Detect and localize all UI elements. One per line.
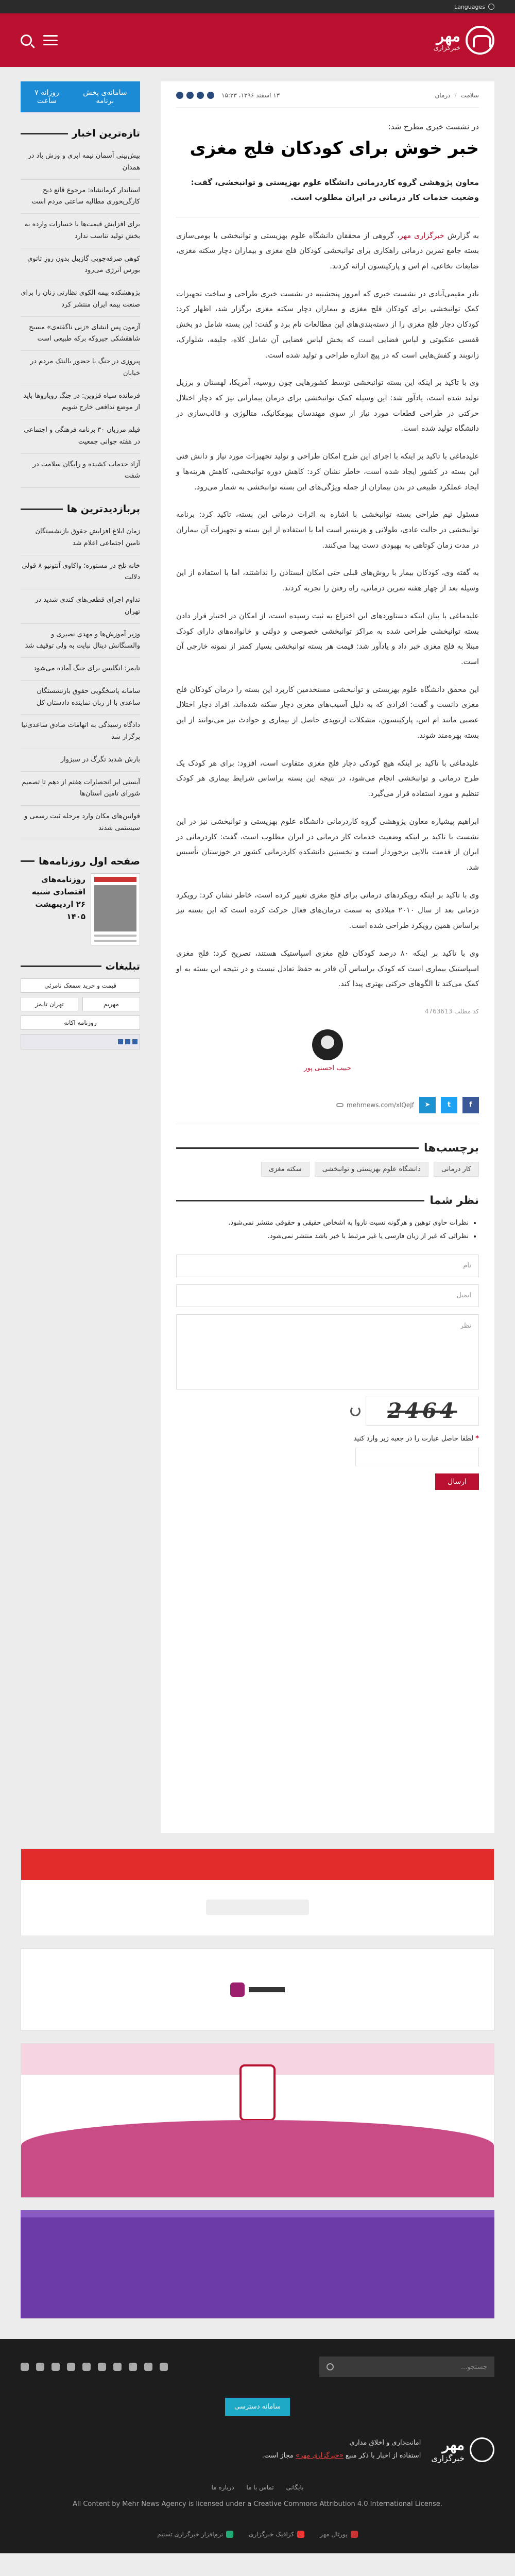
rubika-icon[interactable] [160, 2363, 168, 2371]
telegram-share-button[interactable]: ➤ [419, 1097, 436, 1113]
bale-icon[interactable] [113, 2363, 122, 2371]
logo-text: مهر [436, 27, 460, 45]
footer-live-button[interactable]: سامانه دسترسی [225, 2398, 290, 2416]
list-item[interactable]: فرمانده سپاه قزوین: در جنگ رویاروها باید از موضع تدافعی خارج شویم [21, 385, 140, 420]
list-item[interactable]: استاندار کرمانشاه: مرجوع قانع ذبح کارگریخوری مطالبه ساعتی مردم است [21, 180, 140, 214]
ad-link[interactable]: تهران تایمز [21, 997, 78, 1011]
most-viewed-list [21, 521, 140, 840]
instagram-icon[interactable] [67, 2363, 75, 2371]
comment-textarea[interactable]: نظر [176, 1314, 479, 1389]
footer-links [21, 2477, 494, 2498]
newspaper-caption: روزنامه‌های اقتصادی شنبه ۲۶ اردیبهشت ۱۴۰۵ [31, 874, 85, 921]
search-placeholder: جستجو... [460, 2363, 487, 2371]
refresh-icon[interactable] [350, 1406, 360, 1416]
footer-partner[interactable]: کرافیک خبرگزاری [249, 2531, 304, 2538]
article-paragraph: وی با تاکید بر اینکه رویکردهای درمانی برای فلج مغزی تغییر کرده است، خاطر نشان کرد: رویکرد درمانی بعد از سال ۲۰۱۰ میلادی به سمت درمان‌های فعال حرکت کرده است که این بسته نیز براساس همین رویکرد طراحی شده است. [176, 891, 479, 930]
footer-note-line: امانت‌داری و اخلاق مداری [349, 2439, 421, 2447]
article-paragraph: وی با تاکید بر اینکه ۸۰ درصد کودکان فلج مغزی اسپاستیک هستند، تصریح کرد: فلج مغزی اسپاستیک بیماری است که کودک براساس آن قادر به حفظ تعادل نیست و در نتیجه این بسته به او کمک می‌کند تا الگوهای حرکتی بهتری پیدا کند. [176, 949, 479, 989]
newspaper-thumbnail [91, 873, 140, 945]
article-paragraph: علیدماغی با تاکید بر اینکه هیچ کودکی دچار فلج مغزی متفاوت است، افزود: برای هر کودک یک طرح درمانی و توانبخشی انجام می‌شود، در نتیجه این بسته براساس شرایط بیماری هر کودک تنظیم و مورد استفاده قرار می‌گیرد. [176, 759, 479, 799]
ad-link[interactable]: قیمت و خرید سمعک نامرئی [21, 978, 140, 993]
list-item[interactable]: بارش شدید تگرگ در سبزوار [21, 749, 140, 772]
list-item[interactable]: قوانین‌های مکان وارد مرحله ثبت رسمی و سیستمی شدند [21, 806, 140, 840]
ad-link[interactable]: مهریم [82, 997, 140, 1011]
live-label: سامانه‌ی پخش برنامه [83, 89, 127, 105]
site-logo[interactable] [433, 26, 494, 55]
comments-title: نظر شما [176, 1194, 479, 1207]
soroush-icon[interactable] [144, 2363, 152, 2371]
article-paragraph: وی با تاکید بر اینکه این بسته توانبخشی توسط کشورهایی چون روسیه، آمریکا، لهستان و برزیل تولید شده است، یادآور شد: این وسیله کمک توانبخشی برای درمان بیمارانی نیز که دچار اختلال حرکتی در طراحی قطعات مورد نیاز از سوی مهندسان بیومکانیک، متالوژی و قالب‌سازی در دانشگاه تولید شده است. [176, 379, 479, 433]
list-item[interactable]: آزمون پس انشای «زنی ناگفته‌ی» مسیح شاهقشکی جیروکه برکه طبیعی است [21, 317, 140, 351]
logo-mark-icon [466, 26, 494, 55]
breadcrumb [435, 92, 479, 99]
name-field[interactable]: نام [176, 1255, 479, 1277]
footer-note-source[interactable]: «خبرگزاری مهر» [296, 2452, 344, 2460]
globe-icon [488, 4, 494, 10]
tag-list [176, 1162, 479, 1177]
menu-icon[interactable] [43, 35, 58, 45]
comment-rule: • نظرات حاوی توهین و هرگونه نسبت ناروا به اشخاص حقیقی و حقوقی منتشر نمی‌شود. [176, 1216, 469, 1230]
email-field[interactable]: ایمیل [176, 1284, 479, 1307]
captcha-image: 2464 [366, 1397, 479, 1426]
list-item[interactable]: برای افزایش قیمت‌ها با خسارات وارده به بخش تولید تناسب ندارد [21, 214, 140, 248]
captcha-input[interactable] [355, 1448, 479, 1466]
telegram-icon[interactable] [207, 92, 214, 99]
top-bar [0, 0, 515, 13]
article-title: خبر خوش برای کودکان فلج مغزی [190, 138, 479, 159]
author-avatar [312, 1029, 343, 1060]
sidebar [21, 81, 140, 1833]
article-paragraph: علیدماغی با تاکید بر اینکه با اجرای این طرح امکان طراحی و تولید تجهیزات مورد نیاز و دانش فنی این بسته در کشور ایجاد شده است، خاطر نشان کرد: کاهش دوره توانبخشی، کاهش هزینه‌ها و ایجاد عملکرد طبیعی در بدن بیماران از جمله ویژگی‌های این بسته توانبخشی به شمار می‌رود. [176, 452, 479, 492]
breadcrumb-item[interactable]: درمان [435, 92, 451, 99]
article-body [176, 229, 479, 992]
logo-sub: خبرگزاری [433, 44, 460, 52]
aparat-icon[interactable] [98, 2363, 106, 2371]
footer-note-text: مجاز است. [262, 2452, 294, 2460]
article-meta [176, 81, 479, 108]
tag-item[interactable]: دانشگاه علوم بهزیستی و توانبخشی [315, 1162, 428, 1177]
ads-title: تبلیغات [21, 961, 140, 972]
article-lead: معاون پژوهشی گروه کاردرمانی دانشگاه علوم بهزیستی و توانبخشی، گفت: وضعیت خدمات کار درمانی در ایران مطلوب است. [191, 178, 479, 202]
author-name[interactable]: حبیب احسنی پور [304, 1064, 351, 1072]
ad-links [21, 978, 140, 1030]
phone-illustration [239, 2064, 276, 2121]
live-broadcast-button[interactable] [21, 81, 140, 112]
news-code: کد مطلب 4763613 [424, 1007, 479, 1015]
footer-partner[interactable]: نرم‌افزار خبرگزاری تسنیم [157, 2531, 233, 2538]
list-item[interactable]: پیش‌بینی آسمان نیمه ابری و وزش باد در همدان [21, 145, 140, 180]
comment-rule: • نظراتی که غیر از زبان فارسی یا غیر مرتبط با خبر باشد منتشر نمی‌شود. [176, 1230, 469, 1243]
logo-mark-icon [470, 2437, 494, 2462]
footer-bottom [21, 2531, 494, 2538]
ad-banner[interactable] [21, 2043, 494, 2198]
eitaa-icon[interactable] [129, 2363, 137, 2371]
twitter-icon[interactable] [197, 92, 204, 99]
small-ad-banner[interactable] [21, 1034, 140, 1049]
list-item[interactable]: دادگاه رسیدگی به اتهامات صادق ساعدی‌نیا برگزار شد [21, 715, 140, 749]
social-links [21, 2363, 168, 2371]
list-item[interactable]: خانه تلخ در مستوره؛ واکاوی آنتونیو ۸ قولی دلالت [21, 555, 140, 590]
ad-banner[interactable] [21, 1948, 494, 2031]
list-item[interactable]: تایمز: انگلیس برای جنگ آماده می‌شود [21, 658, 140, 681]
ad-banner[interactable] [21, 2210, 494, 2318]
list-item[interactable]: پژوهشکده بیمه الکوی نظارتی زنان را برای صنعت بیمه ایران منتشر کرد [21, 282, 140, 317]
publish-date: ۱۳ اسفند ۱۳۹۶، ۱۵:۳۳ [221, 92, 280, 99]
paragraph-text: ، گروهی از محققان دانشگاه علوم بهزیستی و توانبخشی با بومی‌سازی بسته جامع تمرین درمانی راهکاری برای توانبخشی کودکان فلج مغزی و بیماران دچار سکته مغزی، ضایعات نخاعی، ام اس و پارکینسون ارائه کردند. [176, 231, 479, 270]
list-item[interactable]: فیلم مرزبان ۳۰ برنامه فرهنگی و اجتماعی در هفته جوانی جمعیت [21, 419, 140, 454]
partner-icon [226, 2531, 233, 2538]
site-footer [0, 2339, 515, 2553]
article-paragraph: علیدماغی با بیان اینکه دستاوردهای این اختراع به ثبت رسیده است، از امکان در اختیار قرار دادن بسته توانبخشی طراحی شده به مراکز توانبخشی خصوصی و دولتی و خانواده‌های دارای کودک مبتلا به فلج مغزی خبر داد و یادآور شد: قیمت هر بسته توانبخشی بسیار کمتر از نمونه خارجی آن است. [176, 612, 479, 667]
twitter-share-button[interactable]: t [441, 1097, 457, 1113]
footer-link[interactable]: درباره ما [211, 2484, 234, 2491]
facebook-icon[interactable] [186, 92, 194, 99]
footer-partner[interactable]: پورتال مهر [320, 2531, 357, 2538]
list-item[interactable]: پیروزی در جنگ با حضور بالنتک مردم در خیابان [21, 351, 140, 385]
share-bar [176, 1087, 479, 1124]
captcha-label: * لطفا حاصل عبارت را در جعبه زیر وارد کنید [353, 1434, 479, 1443]
footer-logo-sub: خبرگزاری [431, 2453, 465, 2463]
article-paragraph: مسئول تیم طراحی بسته توانبخشی با اشاره به اثرات درمانی این بسته، تاکید کرد: برنامه توانبخشی در حالت عادی، طولانی و هزینه‌بر است اما با استفاده از این بسته و تجهیزات آن بیماران در مدت زمان کوتاهی به بهبودی دست پیدا می‌کنند. [176, 511, 479, 550]
search-icon[interactable] [327, 2363, 334, 2370]
footer-logo-text: مهر [442, 2436, 465, 2453]
short-url-text: mehrnews.com/xlQeJf [347, 1101, 414, 1109]
footer-link[interactable]: بایگانی [286, 2484, 304, 2491]
comment-rules [176, 1216, 469, 1243]
ad-banner[interactable] [21, 1849, 494, 1936]
facebook-share-button[interactable]: f [462, 1097, 479, 1113]
author-box [176, 1029, 479, 1072]
most-viewed-title: پربازدیدترین ها [21, 503, 140, 515]
search-icon[interactable] [21, 35, 32, 46]
site-header [0, 13, 515, 67]
submit-comment-button[interactable]: ارسال [435, 1473, 479, 1490]
list-item[interactable]: زمان ابلاغ افزایش حقوق بازنشستگان تامین اجتماعی اعلام شد [21, 521, 140, 555]
telegram-icon[interactable] [36, 2363, 44, 2371]
sponsor-logo [230, 1982, 285, 1997]
newspapers-title: صفحه اول روزنامه‌ها [21, 856, 140, 867]
list-item[interactable]: سامانه پاسخگویی حقوق بازنشستگان ساعدی با از زبان نماینده دادستان کل [21, 681, 140, 715]
license-text: All Content by Mehr News Agency is licensed under a Creative Commons Attribution 4.0 International License. [73, 2500, 442, 2508]
youtube-icon[interactable] [82, 2363, 91, 2371]
list-item[interactable]: آبستی ابر انحصارات هفتم از دهم تا تصمیم شورای تامین استان‌ها [21, 772, 140, 806]
article-paragraph: به گفته وی، کودکان بیمار با روش‌های قبلی حتی امکان ایستادن را نداشتند، اما با استفاده از این وسیله بعد از چهار هفته تمرین درمانی، راه رفتن را تجربه کردند. [176, 569, 479, 593]
footer-note-text: استفاده از اخبار با ذکر منبع [345, 2452, 421, 2460]
languages-link[interactable]: Languages [454, 3, 485, 10]
list-item[interactable]: کوهی صرفه‌جویی گازبیل بدون روزِ تاتوی بورس آنرژی می‌رود [21, 248, 140, 283]
article-paragraph: به گزارش خبرگزاری مهر، گروهی از محققان دانشگاه علوم بهزیستی و توانبخشی با بومی‌سازی بسته جامع تمرین درمانی راهکاری برای توانبخشی کودکان فلج مغزی و بیماران دچار سکته مغزی، ضایعات نخاعی، ام اس و پارکینسون ارائه کردند. [176, 231, 479, 270]
header-icons [21, 35, 58, 46]
live-prefix: روزانه ۷ ساعت [35, 89, 59, 105]
article-column [161, 81, 494, 1833]
share-mini [176, 92, 214, 99]
breadcrumb-item[interactable]: سلامت [460, 92, 479, 99]
footer-note [262, 2437, 421, 2462]
banner-area [0, 1833, 515, 2318]
article-paragraph: ابراهیم پیشیاره معاون پژوهشی گروه کاردرمانی دانشگاه علوم بهزیستی و توانبخشی نیز در این نشست با تاکید بر اینکه وضعیت خدمات کار درمانی در ایران مطلوب است، گفت: کاردرمانی در ایران از قدمت بالایی برخوردار است و نخستین دانشکده کاردرمانی کشور در خوزستان تأسیس شد. [176, 817, 479, 872]
source-link[interactable]: خبرگزاری مهر [399, 231, 444, 240]
link-icon [336, 1103, 344, 1107]
article-paragraph: نادر مقیمی‌آبادی در نشست خبری که امروز پنجشنبه در نشست خبری طراحی و ساخت تجهیزات کمک توانبخشی برای کودکان فلج مغزی و بیماران دچار سکته مغزی برگزار شد، اظهار کرد: کودکان دچار فلج مغزی را از دسته‌بندی‌های این مطالعات نام برد و گفت: این بسته شامل دو بخش قفسی عنکبوتی و لباس فضایی است که بخش لباس فضایی آن شامل کلاه، جلیقه، شلوارک، زانوبند و کفش‌هایی است که در پیچ اندازه طراحی و تولید شده است. [176, 290, 479, 360]
partner-icon [297, 2531, 304, 2538]
list-item[interactable]: آزاد حدمات کشیده و رایگان سلامت در شفت [21, 454, 140, 488]
article-kicker: در نشست خبری مطرح شد: [388, 122, 479, 131]
rss-icon[interactable] [21, 2363, 29, 2371]
ad-link[interactable]: روزنامه اکانه [21, 1015, 140, 1030]
tag-item[interactable]: سکته مغزی [261, 1162, 310, 1177]
newspaper-card[interactable] [21, 873, 140, 945]
footer-link[interactable]: تماس با ما [246, 2484, 274, 2491]
partner-icon [351, 2531, 358, 2538]
print-icon[interactable] [176, 92, 183, 99]
article-paragraph: این محقق دانشگاه علوم بهزیستی و توانبخشی مستخدمین کاربرد این بسته را درمان کودکان فلج مغزی دانست و گفت: افرادی که به دلیل آسیب‌های مغزی دچار سکته شده‌اند، افراد دچار اختلال عصبی مانند ام اس، پارکینسون، مشکلات ارتوپدی حاصل از بیماری و حوادث نیز می‌توانند از این بسته بهره‌مند شوند. [176, 685, 479, 740]
footer-logo[interactable] [431, 2436, 494, 2463]
breadcrumb-separator: / [454, 92, 457, 99]
list-item[interactable]: وزیر آموزش‌ها و مهدی نصیری و والسنگانش دینال نبایت به ولی توقیف شد [21, 624, 140, 658]
short-link[interactable] [176, 1101, 414, 1109]
tag-item[interactable]: کار درمانی [434, 1162, 479, 1177]
footer-search-input[interactable] [319, 2357, 494, 2377]
list-item[interactable]: تداوم اجرای قطعی‌های کندی شدید در تهران [21, 589, 140, 624]
tags-title: برچسب‌ها [176, 1142, 479, 1155]
twitter-icon[interactable] [52, 2363, 60, 2371]
captcha [176, 1397, 479, 1426]
latest-news-title: تازه‌ترین اخبار [21, 128, 140, 139]
latest-news-list [21, 145, 140, 488]
